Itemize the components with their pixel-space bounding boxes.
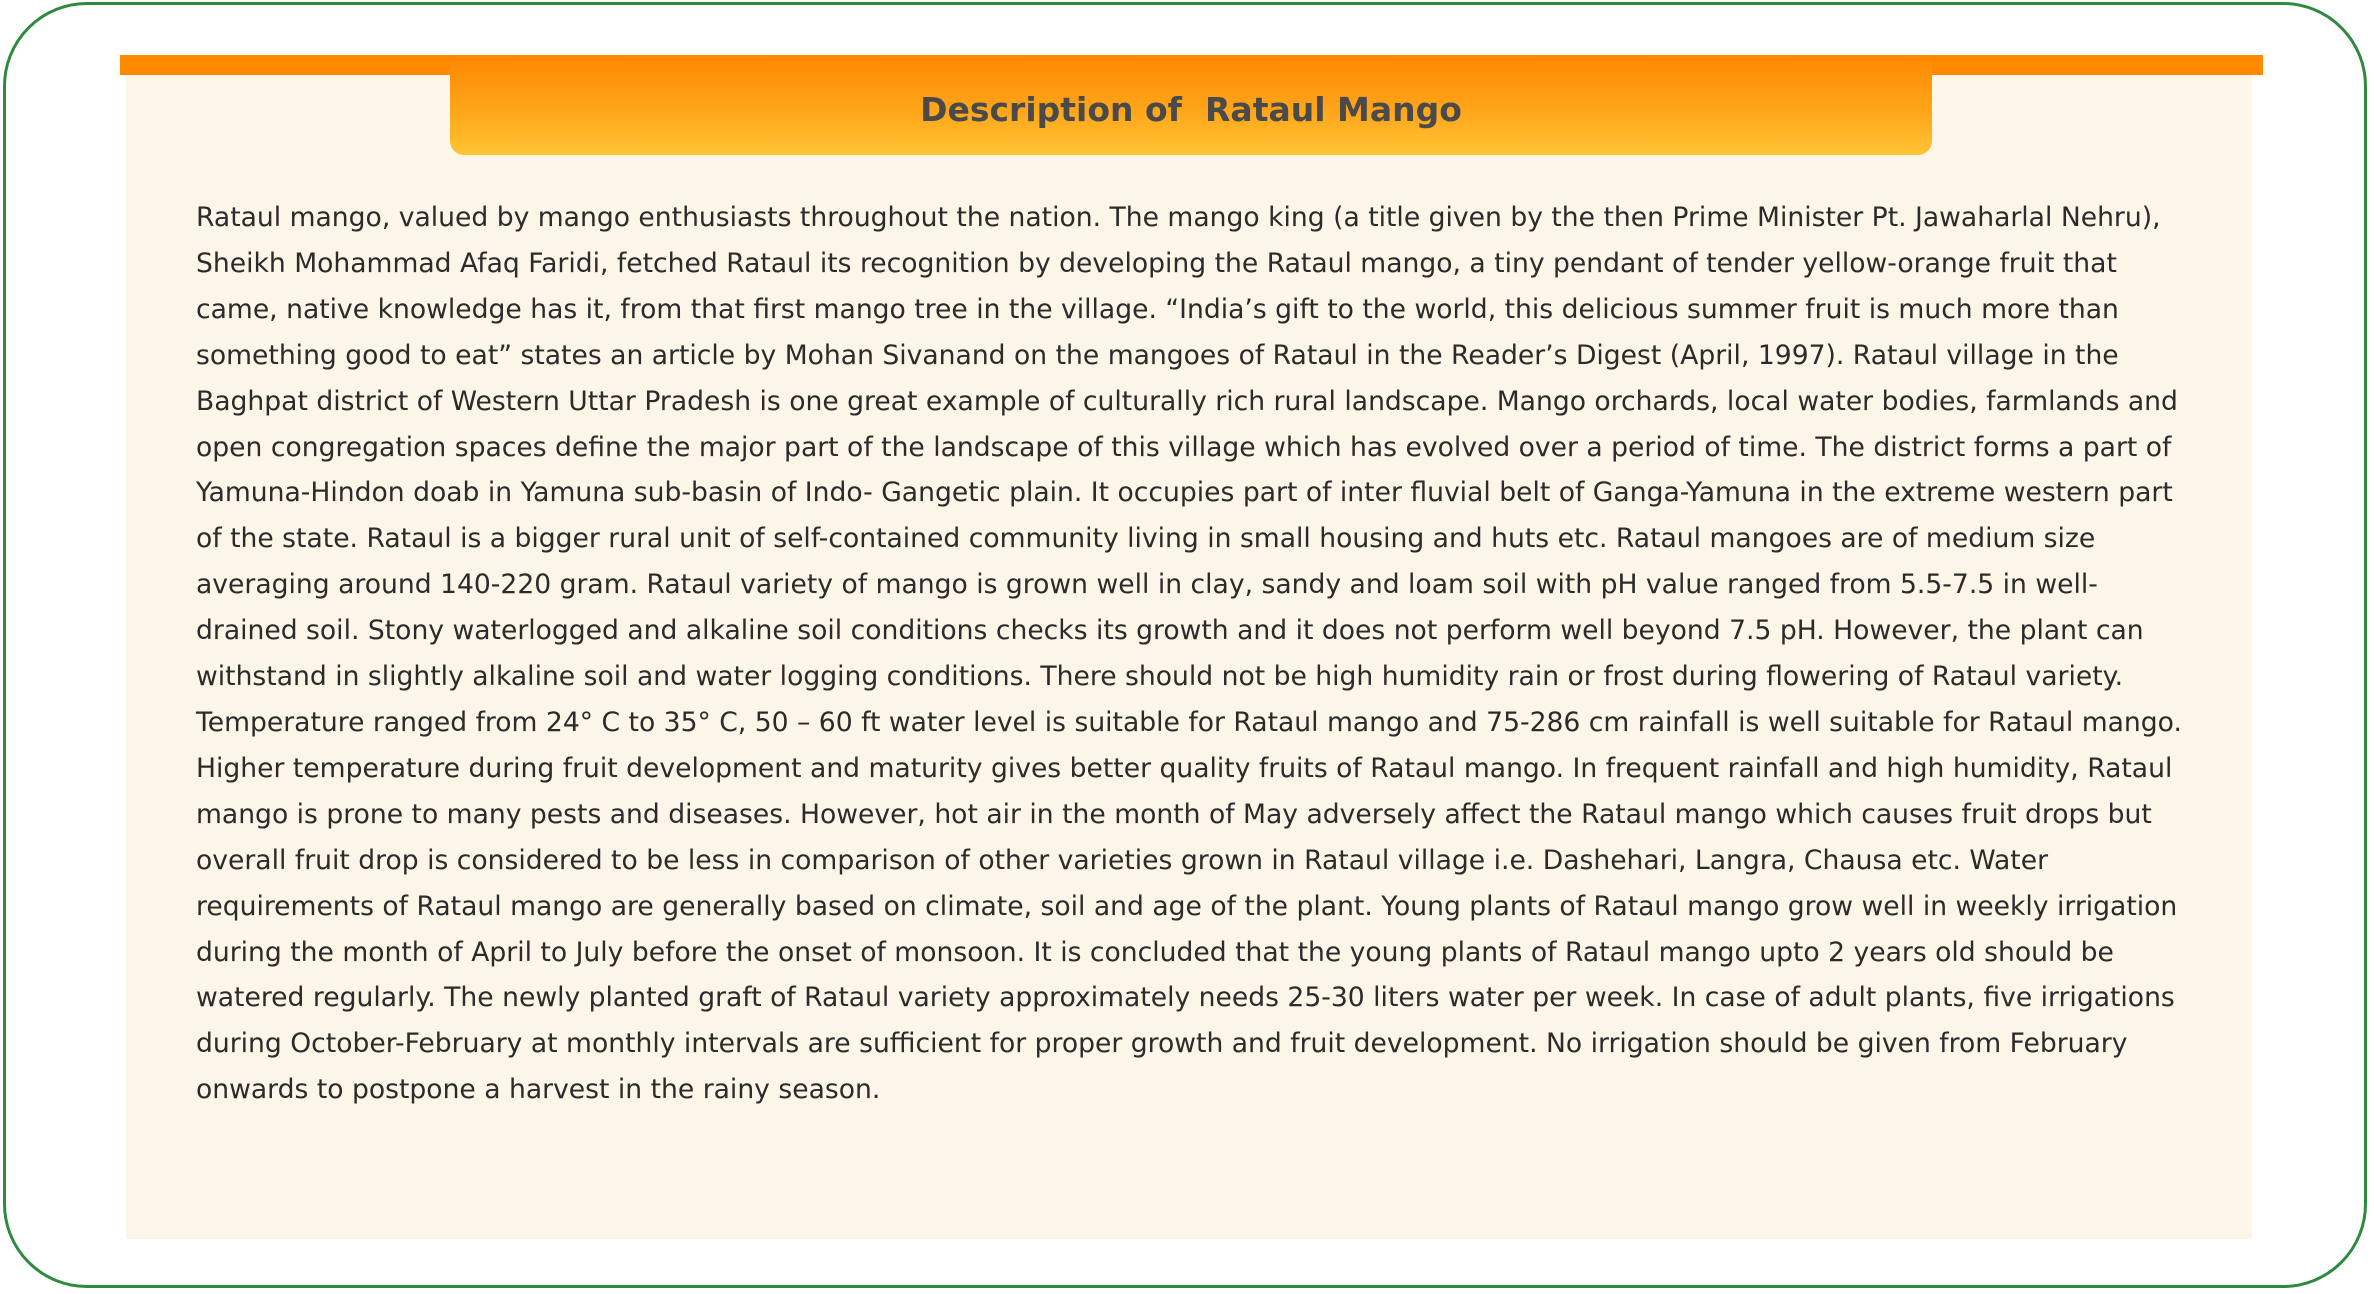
title-banner	[450, 55, 1932, 155]
description-paragraph: Rataul mango, valued by mango enthusiasts throughout the nation. The mango king (a title given by the then Prime Minister Pt. Jawaharlal Nehru), Sheikh Mohammad Afaq Faridi, fetched Rataul its recognition by developing the Rataul mango, a tiny pendant of tender yellow-orange fruit that came, native knowledge has it, from that first mango tree in the village. “India’s gift to the world, this delicious summer fruit is much more than something good to eat” states an article by Mohan Sivanand on the mangoes of Rataul in the Reader’s Digest (April, 1997). Rataul village in the Baghpat district of Western Uttar Pradesh is one great example of culturally rich rural landscape. Mango orchards, local water bodies, farmlands and open congregation spaces define the major part of the landscape of this village which has evolved over a period of time. The district forms a part of Yamuna-Hindon doab in Yamuna sub-basin of Indo- Gangetic plain. It occupies part of inter fluvial belt of Ganga-Yamuna in the extreme western part of the state. Rataul is a bigger rural unit of self-contained community living in small housing and huts etc. Rataul mangoes are of medium size averaging around 140-220 gram. Rataul variety of mango is grown well in clay, sandy and loam soil with pH value ranged from 5.5-7.5 in well-drained soil. Stony waterlogged and alkaline soil conditions checks its growth and it does not perform well beyond 7.5 pH. However, the plant can withstand in slightly alkaline soil and water logging conditions. There should not be high humidity rain or frost during flowering of Rataul variety. Temperature ranged from 24° C to 35° C, 50 – 60 ft water level is suitable for Rataul mango and 75-286 cm rainfall is well suitable for Rataul mango. Higher temperature during fruit development and maturity gives better quality fruits of Rataul mango. In frequent rainfall and high humidity, Rataul mango is prone to many pests and diseases. However, hot air in the month of May adversely affect the Rataul mango which causes fruit drops but overall fruit drop is considered to be less in comparison of other varieties grown in Rataul village i.e. Dashehari, Langra, Chausa etc. Water requirements of Rataul mango are generally based on climate, soil and age of the plant. Young plants of Rataul mango grow well in weekly irrigation during the month of April to July before the onset of monsoon. It is concluded that the young plants of Rataul mango upto 2 years old should be watered regularly. The newly planted graft of Rataul variety approximately needs 25-30 liters water per week. In case of adult plants, five irrigations during October-February at monthly intervals are sufficient for proper growth and fruit development. No irrigation should be given from February onwards to postpone a harvest in the rainy season.	[196, 202, 2182, 1106]
page-title: Description of Rataul Mango	[920, 89, 1462, 129]
